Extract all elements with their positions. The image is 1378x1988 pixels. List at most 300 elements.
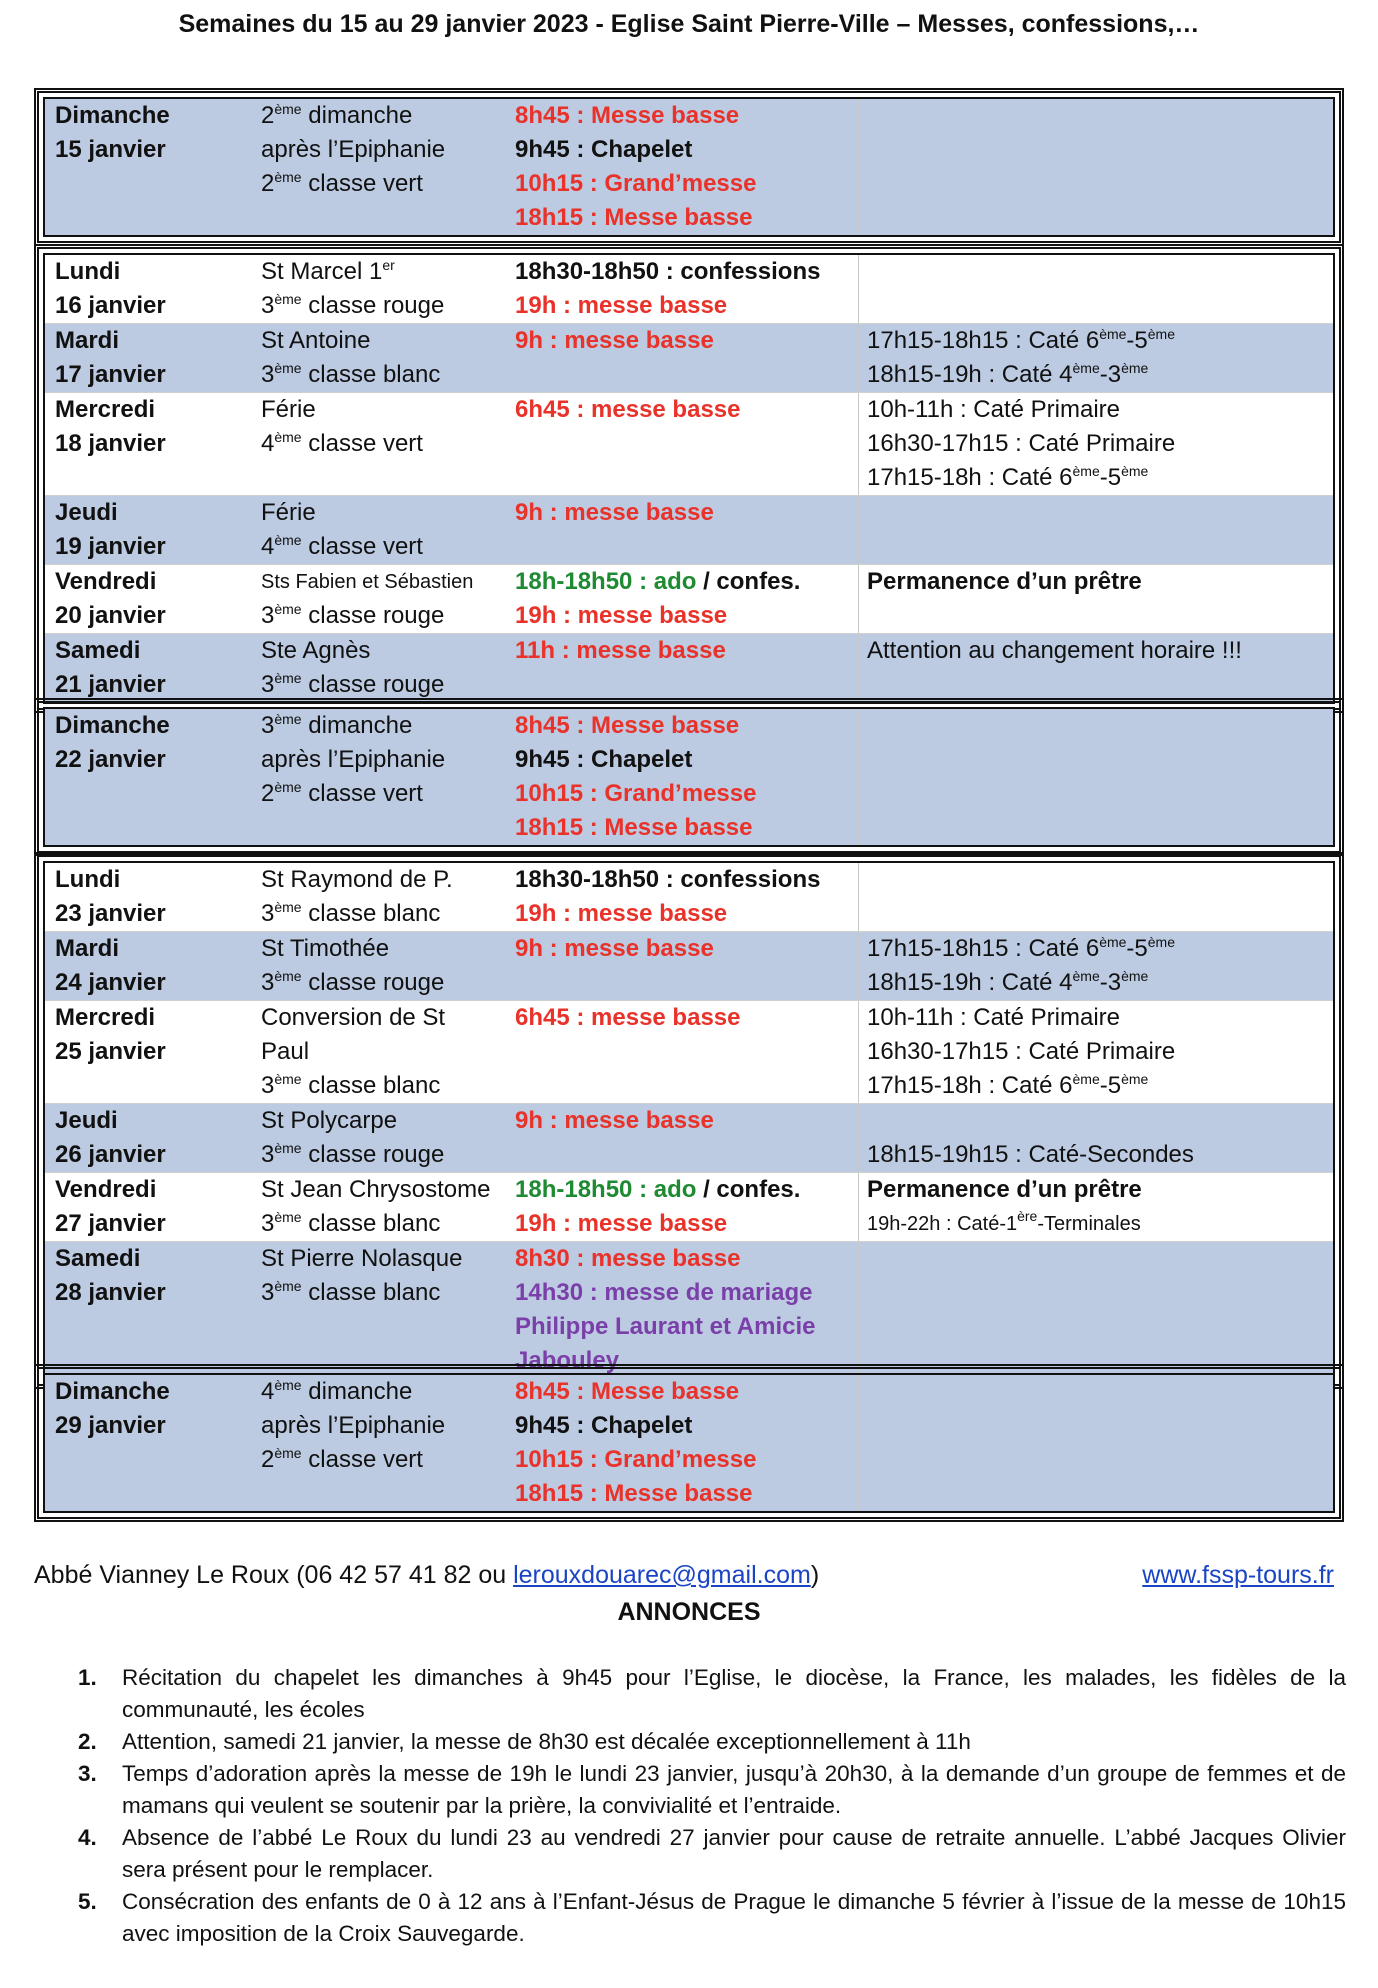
mass-text: Jabouley: [515, 1347, 620, 1374]
mass-text: 10h15 : Grand’messe: [515, 780, 757, 807]
superscript: ème: [1072, 463, 1100, 479]
note-line: [867, 1001, 1325, 1035]
mass-line: [515, 634, 850, 668]
liturgy-line: [261, 668, 499, 702]
mass-text: 10h15 : Grand’messe: [515, 170, 757, 197]
note-line: [867, 461, 1325, 495]
text-run: Attention au changement horaire !!!: [867, 637, 1242, 664]
superscript: ème: [1147, 326, 1175, 342]
text-run: -3: [1099, 361, 1122, 388]
mass-text: 18h15 : Messe basse: [515, 1480, 753, 1507]
liturgy-line: [261, 1375, 499, 1409]
mass-text: 6h45 : messe basse: [515, 1004, 741, 1031]
day-label: Mercredi: [55, 396, 156, 423]
day-row: [45, 99, 1333, 235]
schedule-block-inner: [43, 253, 1335, 704]
note-line: [867, 1207, 1325, 1241]
page-title: Semaines du 15 au 29 janvier 2023 - Eglise Saint Pierre-Ville – Messes, confessions,…: [178, 10, 1200, 38]
note-cell: [859, 1242, 1333, 1378]
day-cell: [45, 99, 253, 235]
text-run: 3: [261, 361, 275, 388]
mass-line: [515, 496, 850, 530]
liturgy-line: [261, 255, 499, 289]
mass-text: Philippe Laurant et Amicie: [515, 1313, 816, 1340]
liturgy-line: [261, 393, 499, 427]
liturgy-line: [261, 863, 499, 897]
liturgy-cell: [253, 1001, 507, 1103]
superscript: ème: [274, 169, 302, 185]
liturgy-line: [261, 777, 499, 811]
text-run: 2: [261, 1446, 275, 1473]
mass-line: [515, 897, 850, 931]
liturgy-line: [261, 932, 499, 966]
text-run: Férie: [261, 499, 316, 526]
text-run: Conversion de St: [261, 1004, 446, 1031]
announcement-number: 5.: [78, 1889, 97, 1914]
text-run: 3: [261, 712, 275, 739]
mass-line: [515, 201, 850, 235]
text-run: 19h-22h : Caté-1: [867, 1213, 1018, 1235]
day-cell: [45, 634, 253, 702]
mass-cell: [507, 932, 859, 1000]
liturgy-line: [261, 1207, 499, 1241]
text-run: Paul: [261, 1038, 310, 1065]
liturgy-cell: [253, 496, 507, 564]
day-cell: [45, 1375, 253, 1511]
mass-cell: [507, 863, 859, 931]
mass-text: 9h45 : Chapelet: [515, 136, 693, 163]
announcement-text: Absence de l’abbé Le Roux du lundi 23 au vendredi 27 janvier pour cause de retraite annuelle. L’abbé Jacques Olivier sera présent pour le remplacer.: [122, 1825, 1346, 1882]
mass-line: [515, 1173, 850, 1207]
note-cell: [859, 99, 1333, 235]
text-run: -Terminales: [1037, 1213, 1141, 1235]
day-label: Samedi: [55, 1245, 141, 1272]
mass-text: 8h45 : Messe basse: [515, 1378, 740, 1405]
text-run: classe blanc: [301, 1072, 441, 1099]
superscript: ème: [274, 711, 302, 727]
text-run: 17h15-18h15 : Caté 6: [867, 327, 1100, 354]
liturgy-line: [261, 1173, 499, 1207]
announcement-number: 1.: [78, 1665, 97, 1690]
text-run: Permanence d’un prêtre: [867, 568, 1142, 595]
text-run: 3: [261, 1279, 275, 1306]
day-row: [45, 634, 1333, 702]
text-run: 3: [261, 292, 275, 319]
mass-line: [515, 777, 850, 811]
note-cell: [859, 324, 1333, 392]
day-cell: [45, 1242, 253, 1378]
announcements-list: [78, 1662, 1346, 1950]
mass-text: 18h30-18h50 : confessions: [515, 866, 821, 893]
mass-cell: [507, 1375, 859, 1511]
text-run: St Marcel 1: [261, 258, 383, 285]
text-run: classe vert: [301, 533, 423, 560]
mass-text: 18h15 : Messe basse: [515, 814, 753, 841]
day-label: 25 janvier: [55, 1038, 166, 1065]
mass-line: [515, 811, 850, 845]
announcement-number: 3.: [78, 1761, 97, 1786]
text-run: classe rouge: [301, 1141, 445, 1168]
text-run: St Pierre Nolasque: [261, 1245, 463, 1272]
schedule-block: [34, 1364, 1344, 1522]
text-run: classe blanc: [301, 1279, 441, 1306]
mass-text: 18h30-18h50 : confessions: [515, 258, 821, 285]
text-run: après l’Epiphanie: [261, 1412, 446, 1439]
note-line: [867, 427, 1325, 461]
text-run: classe rouge: [301, 969, 445, 996]
liturgy-line: [261, 565, 499, 599]
superscript: ème: [274, 779, 302, 795]
contact-prefix: Abbé Vianney Le Roux (06 42 57 41 82 ou: [34, 1561, 514, 1589]
text-run: -5: [1099, 464, 1122, 491]
website-link[interactable]: www.fssp-tours.fr: [1142, 1561, 1334, 1589]
liturgy-line: [261, 634, 499, 668]
day-row: [45, 1001, 1333, 1104]
day-row: [45, 932, 1333, 1001]
superscript: ème: [274, 1278, 302, 1294]
schedule-block-inner: [43, 97, 1335, 237]
mass-text: 9h : messe basse: [515, 499, 714, 526]
day-label: 23 janvier: [55, 900, 166, 927]
mass-cell: [507, 393, 859, 495]
day-label: 27 janvier: [55, 1210, 166, 1237]
note-cell: [859, 565, 1333, 633]
liturgy-line: [261, 1409, 499, 1443]
liturgy-line: [261, 1069, 499, 1103]
mass-cell: [507, 496, 859, 564]
liturgy-line: [261, 1443, 499, 1477]
text-run: classe blanc: [301, 1210, 441, 1237]
superscript: ème: [274, 1071, 302, 1087]
text-run: St Raymond de P.: [261, 866, 453, 893]
superscript: ère: [1017, 1208, 1038, 1224]
superscript: ème: [274, 101, 302, 117]
mass-text: 18h-18h50 : ado: [515, 1176, 697, 1203]
superscript: er: [382, 257, 395, 273]
text-run: Sts Fabien et Sébastien: [261, 571, 474, 593]
day-row: [45, 255, 1333, 324]
note-cell: [859, 932, 1333, 1000]
mass-line: [515, 1310, 850, 1344]
mass-text: 8h45 : Messe basse: [515, 712, 740, 739]
mass-line: [515, 565, 850, 599]
note-cell: [859, 393, 1333, 495]
day-label: 29 janvier: [55, 1412, 166, 1439]
note-line: [867, 1035, 1325, 1069]
mass-text: 14h30 : messe de mariage: [515, 1279, 813, 1306]
announcement-text: Récitation du chapelet les dimanches à 9h45 pour l’Eglise, le diocèse, la France, les malades, les fidèles de la communauté, les écoles: [122, 1665, 1346, 1722]
text-run: 3: [261, 1141, 275, 1168]
liturgy-line: [261, 743, 499, 777]
liturgy-cell: [253, 709, 507, 845]
day-cell: [45, 393, 253, 495]
note-line: [867, 1104, 1325, 1138]
liturgy-line: [261, 358, 499, 392]
text-run: classe vert: [301, 430, 423, 457]
text-run: -5: [1126, 935, 1148, 962]
liturgy-cell: [253, 863, 507, 931]
liturgy-line: [261, 966, 499, 1000]
day-row: [45, 1173, 1333, 1242]
note-cell: [859, 1001, 1333, 1103]
mass-line: [515, 255, 850, 289]
mass-text: 10h15 : Grand’messe: [515, 1446, 757, 1473]
liturgy-line: [261, 99, 499, 133]
mass-line: [515, 1207, 850, 1241]
liturgy-line: [261, 289, 499, 323]
superscript: ème: [1121, 463, 1149, 479]
superscript: ème: [1072, 360, 1100, 376]
day-label: 20 janvier: [55, 602, 166, 629]
superscript: ème: [274, 968, 302, 984]
schedule-block: [34, 88, 1344, 246]
day-row: [45, 393, 1333, 496]
schedule-block-inner: [43, 861, 1335, 1380]
mass-text: 9h45 : Chapelet: [515, 1412, 693, 1439]
liturgy-cell: [253, 393, 507, 495]
schedule-block-inner: [43, 707, 1335, 847]
day-cell: [45, 565, 253, 633]
text-run: Permanence d’un prêtre: [867, 1176, 1142, 1203]
day-label: Lundi: [55, 866, 121, 893]
superscript: ème: [274, 670, 302, 686]
liturgy-line: [261, 1104, 499, 1138]
liturgy-line: [261, 427, 499, 461]
superscript: ème: [274, 532, 302, 548]
announcement-number: 2.: [78, 1729, 97, 1754]
day-label: 17 janvier: [55, 361, 166, 388]
text-run: classe blanc: [301, 900, 441, 927]
note-cell: [859, 496, 1333, 564]
liturgy-line: [261, 897, 499, 931]
note-cell: [859, 1173, 1333, 1241]
day-label: Samedi: [55, 637, 141, 664]
mass-cell: [507, 1001, 859, 1103]
mass-text: 8h30 : messe basse: [515, 1245, 741, 1272]
liturgy-line: [261, 324, 499, 358]
liturgy-cell: [253, 1104, 507, 1172]
day-cell: [45, 709, 253, 845]
note-line: [867, 966, 1325, 1000]
day-cell: [45, 1001, 253, 1103]
text-run: après l’Epiphanie: [261, 746, 446, 773]
mass-line: [515, 709, 850, 743]
mass-text: 9h : messe basse: [515, 1107, 714, 1134]
superscript: ème: [274, 1209, 302, 1225]
mass-cell: [507, 1173, 859, 1241]
liturgy-line: [261, 599, 499, 633]
mass-text: 19h : messe basse: [515, 1210, 728, 1237]
text-run: classe vert: [301, 1446, 423, 1473]
note-cell: [859, 863, 1333, 931]
text-run: classe rouge: [301, 292, 445, 319]
note-line: [867, 324, 1325, 358]
text-run: St Jean Chrysostome: [261, 1176, 491, 1203]
superscript: ème: [274, 360, 302, 376]
superscript: ème: [1121, 968, 1149, 984]
text-run: -5: [1126, 327, 1148, 354]
announcement-item: [78, 1662, 1346, 1726]
text-run: 3: [261, 1072, 275, 1099]
text-run: -5: [1099, 1072, 1122, 1099]
mass-cell: [507, 709, 859, 845]
mass-line: [515, 932, 850, 966]
mass-line: [515, 1001, 850, 1035]
mass-cell: [507, 1242, 859, 1378]
text-run: 2: [261, 170, 275, 197]
mass-text: 9h : messe basse: [515, 327, 714, 354]
day-cell: [45, 324, 253, 392]
text-run: 17h15-18h15 : Caté 6: [867, 935, 1100, 962]
liturgy-line: [261, 167, 499, 201]
superscript: ème: [1121, 1071, 1149, 1087]
note-cell: [859, 255, 1333, 323]
announcements-title: ANNONCES: [617, 1598, 761, 1626]
liturgy-line: [261, 1242, 499, 1276]
note-line: [867, 932, 1325, 966]
day-label: Dimanche: [55, 102, 170, 129]
mass-cell: [507, 1104, 859, 1172]
superscript: ème: [274, 1140, 302, 1156]
text-run: 18h15-19h15 : Caté-Secondes: [867, 1141, 1194, 1168]
superscript: ème: [274, 601, 302, 617]
mass-text: 18h-18h50 : ado: [515, 568, 697, 595]
mass-text: 19h : messe basse: [515, 292, 728, 319]
text-run: classe rouge: [301, 671, 445, 698]
superscript: ème: [1072, 968, 1100, 984]
text-run: 18h15-19h : Caté 4: [867, 969, 1073, 996]
text-run: 18h15-19h : Caté 4: [867, 361, 1073, 388]
text-run: 3: [261, 602, 275, 629]
day-label: 19 janvier: [55, 533, 166, 560]
mass-text: confes.: [716, 1176, 801, 1203]
schedule-block: [34, 698, 1344, 856]
day-label: Vendredi: [55, 568, 157, 595]
day-cell: [45, 932, 253, 1000]
mass-line: [515, 1242, 850, 1276]
day-row: [45, 709, 1333, 845]
day-label: 16 janvier: [55, 292, 166, 319]
liturgy-line: [261, 709, 499, 743]
note-line: [867, 1069, 1325, 1103]
superscript: ème: [1099, 934, 1127, 950]
note-line: [867, 565, 1325, 599]
day-label: 28 janvier: [55, 1279, 166, 1306]
mass-line: [515, 1375, 850, 1409]
mass-text: 9h45 : Chapelet: [515, 746, 693, 773]
day-row: [45, 496, 1333, 565]
text-run: 2: [261, 102, 275, 129]
text-run: 16h30-17h15 : Caté Primaire: [867, 1038, 1176, 1065]
liturgy-cell: [253, 932, 507, 1000]
note-line: [867, 1138, 1325, 1172]
day-cell: [45, 1104, 253, 1172]
day-label: 22 janvier: [55, 746, 166, 773]
mass-text: 6h45 : messe basse: [515, 396, 741, 423]
mass-text: /: [696, 1176, 717, 1203]
liturgy-line: [261, 1138, 499, 1172]
day-label: Lundi: [55, 258, 121, 285]
liturgy-line: [261, 530, 499, 564]
text-run: 2: [261, 780, 275, 807]
contact-suffix: ): [810, 1561, 820, 1589]
mass-line: [515, 393, 850, 427]
announcement-item: [78, 1886, 1346, 1950]
mass-cell: [507, 99, 859, 235]
schedule-block-inner: [43, 1373, 1335, 1513]
announcement-item: [78, 1726, 1346, 1758]
text-run: St Antoine: [261, 327, 371, 354]
liturgy-line: [261, 133, 499, 167]
note-cell: [859, 1375, 1333, 1511]
text-run: 10h-11h : Caté Primaire: [867, 1004, 1121, 1031]
note-cell: [859, 709, 1333, 845]
day-row: [45, 1104, 1333, 1173]
mass-line: [515, 863, 850, 897]
day-label: 18 janvier: [55, 430, 166, 457]
mass-line: [515, 289, 850, 323]
day-cell: [45, 863, 253, 931]
liturgy-line: [261, 496, 499, 530]
text-run: 16h30-17h15 : Caté Primaire: [867, 430, 1176, 457]
mass-line: [515, 1477, 850, 1511]
announcement-number: 4.: [78, 1825, 97, 1850]
announcement-text: Consécration des enfants de 0 à 12 ans à l’Enfant-Jésus de Prague le dimanche 5 février à l’issue de la messe de 10h15 avec imposition de la Croix Sauvegarde.: [122, 1889, 1346, 1946]
day-label: Mardi: [55, 935, 120, 962]
note-cell: [859, 634, 1333, 702]
day-label: 21 janvier: [55, 671, 166, 698]
announcement-text: Attention, samedi 21 janvier, la messe de 8h30 est décalée exceptionnellement à 11h: [122, 1729, 971, 1754]
text-run: 3: [261, 969, 275, 996]
mass-line: [515, 133, 850, 167]
day-cell: [45, 255, 253, 323]
superscript: ème: [274, 899, 302, 915]
announcement-text: Temps d’adoration après la messe de 19h le lundi 23 janvier, jusqu’à 20h30, à la demande d’un groupe de femmes et de mamans qui veulent se soutenir par la prière, la convivialité et l’entraide.: [122, 1761, 1346, 1818]
superscript: ème: [1147, 934, 1175, 950]
mass-text: 19h : messe basse: [515, 602, 728, 629]
mass-text: confes.: [716, 568, 801, 595]
mass-text: 18h15 : Messe basse: [515, 204, 753, 231]
superscript: ème: [1072, 1071, 1100, 1087]
mass-cell: [507, 255, 859, 323]
text-run: classe vert: [301, 780, 423, 807]
text-run: dimanche: [301, 712, 413, 739]
mass-text: 19h : messe basse: [515, 900, 728, 927]
day-label: 26 janvier: [55, 1141, 166, 1168]
note-line: [867, 634, 1325, 668]
note-cell: [859, 1104, 1333, 1172]
text-run: 3: [261, 671, 275, 698]
liturgy-cell: [253, 1375, 507, 1511]
liturgy-cell: [253, 1242, 507, 1378]
superscript: ème: [1099, 326, 1127, 342]
mass-line: [515, 1409, 850, 1443]
text-run: classe vert: [301, 170, 423, 197]
day-label: Dimanche: [55, 1378, 170, 1405]
superscript: ème: [1121, 360, 1149, 376]
day-row: [45, 1375, 1333, 1511]
announcement-item: [78, 1822, 1346, 1886]
day-label: Vendredi: [55, 1176, 157, 1203]
note-line: [867, 1173, 1325, 1207]
text-run: 10h-11h : Caté Primaire: [867, 396, 1121, 423]
text-run: dimanche: [301, 1378, 413, 1405]
mass-text: 11h : messe basse: [515, 637, 726, 664]
liturgy-line: [261, 1035, 499, 1069]
email-link[interactable]: lerouxdouarec@gmail.com: [513, 1561, 811, 1589]
text-run: classe blanc: [301, 361, 441, 388]
liturgy-cell: [253, 324, 507, 392]
